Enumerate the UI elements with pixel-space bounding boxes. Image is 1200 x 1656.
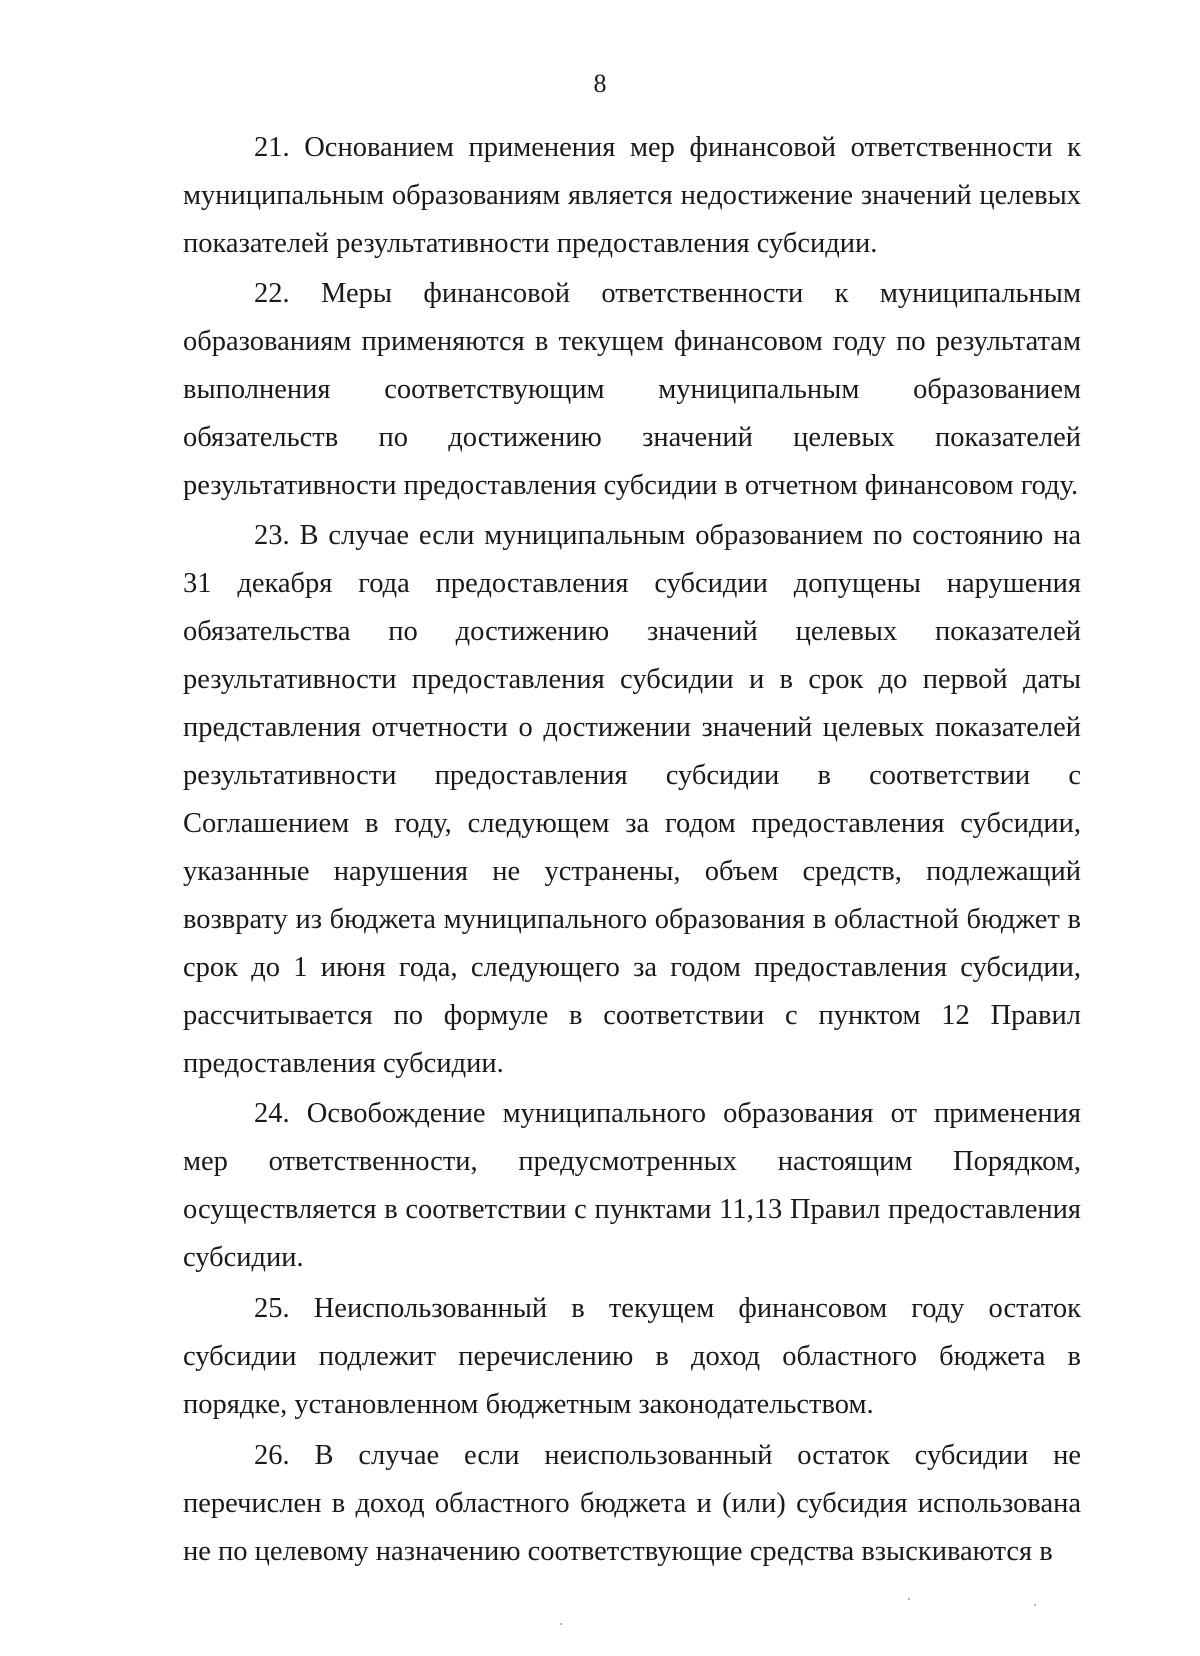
scan-speck xyxy=(908,1598,910,1600)
scan-speck xyxy=(560,1623,562,1625)
paragraph-23: 23. В случае если муниципальным образованием по состоянию на 31 декабря года предоставления субсидии допущены нарушения обязательства по достижению значений целевых показателей результативности предоставления субсидии и в срок до первой даты представления отчетности о достижении значений целевых показателей результативности предоставления субсидии в соответствии с Соглашением в году, следующем за годом предоставления субсидии, указанные нарушения не устранены, объем средств, подлежащий возврату из бюджета муниципального образования в областной бюджет в срок до 1 июня года, следующего за годом предоставления субсидии, рассчитывается по формуле в соответствии с пунктом 12 Правил предоставления субсидии. xyxy=(183,520,1081,1079)
paragraph-26: 26. В случае если неиспользованный остаток субсидии не перечислен в доход областного бюджета и (или) субсидия использована не по целевому назначению соответствующие средства взыскиваются в xyxy=(183,1440,1081,1567)
scan-speck xyxy=(1034,1604,1036,1606)
document-body xyxy=(183,124,1081,1578)
page-number: 8 xyxy=(593,69,607,98)
paragraph-25: 25. Неиспользованный в текущем финансовом году остаток субсидии подлежит перечислению в доход областного бюджета в порядке, установленном бюджетным законодательством. xyxy=(183,1293,1081,1420)
paragraph-24: 24. Освобождение муниципального образования от применения мер ответственности, предусмотренных настоящим Порядком, осуществляется в соответствии с пунктами 11,13 Правил предоставления субсидии. xyxy=(183,1098,1081,1273)
paragraph-22: 22. Меры финансовой ответственности к муниципальным образованиям применяются в текущем финансовом году по результатам выполнения соответствующим муниципальным образованием обязательств по достижению значений целевых показателей результативности предоставления субсидии в отчетном финансовом году. xyxy=(183,278,1081,501)
paragraph-21: 21. Основанием применения мер финансовой ответственности к муниципальным образованиям является недостижение значений целевых показателей результативности предоставления субсидии. xyxy=(183,132,1081,259)
